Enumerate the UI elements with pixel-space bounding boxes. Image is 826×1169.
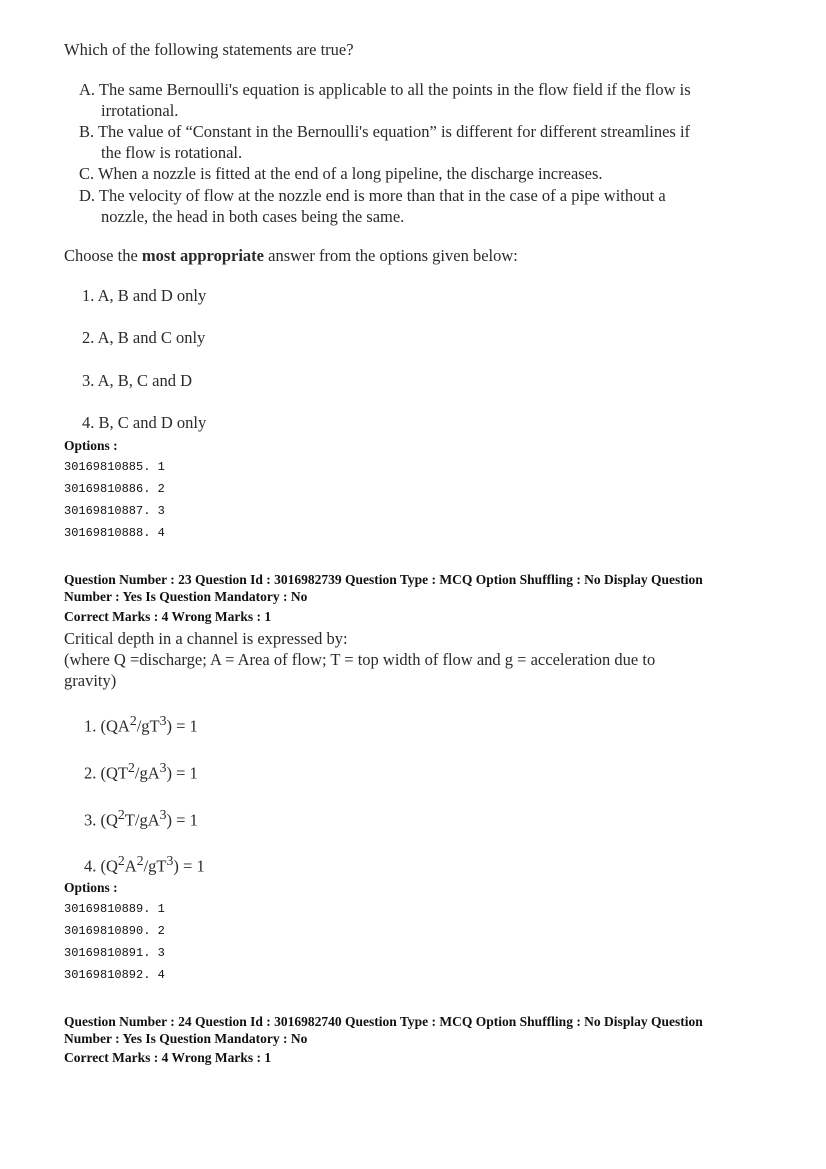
q23-option-id-4: 30169810892. 4	[64, 968, 165, 982]
q22-option-id-1: 30169810885. 1	[64, 460, 165, 474]
q22-answer-2: 2. A, B and C only	[82, 328, 206, 347]
q22-instruction: Choose the most appropriate answer from the options given below:	[64, 246, 518, 265]
q24-meta-line-1: Question Number : 24 Question Id : 3016982740 Question Type : MCQ Option Shuffling : No Display Question	[64, 1014, 703, 1029]
q23-note-line-2: gravity)	[64, 671, 117, 690]
statement-d-cont: nozzle, the head in both cases being the same.	[101, 207, 405, 226]
statement-c: C. When a nozzle is fitted at the end of a long pipeline, the discharge increases.	[79, 164, 603, 183]
q23-stem: Critical depth in a channel is expressed by:	[64, 629, 348, 648]
q24-meta-line-3: Correct Marks : 4 Wrong Marks : 1	[64, 1050, 272, 1065]
q23-answer-1: 1. $(QA^2/gT^3) = 1$	[84, 713, 198, 736]
q23-meta-line-2: Number : Yes Is Question Mandatory : No	[64, 589, 308, 604]
q23-option-id-2: 30169810890. 2	[64, 924, 165, 938]
q23-option-id-1: 30169810889. 1	[64, 902, 165, 916]
q22-answer-3: 3. A, B, C and D	[82, 371, 193, 390]
q24-meta-line-2: Number : Yes Is Question Mandatory : No	[64, 1031, 308, 1046]
q23-answer-4: 4. $(Q^2A^2/gT^3) = 1$	[84, 853, 205, 876]
q23-meta-line-3: Correct Marks : 4 Wrong Marks : 1	[64, 609, 272, 624]
q22-options-label: Options :	[64, 438, 118, 453]
statement-d: D. The velocity of flow at the nozzle end is more than that in the case of a pipe without a	[79, 186, 666, 205]
q22-stem: Which of the following statements are true?	[64, 40, 354, 59]
q23-answer-2: 2. $(QT^2/gA^3) = 1$	[84, 760, 198, 783]
q23-option-id-3: 30169810891. 3	[64, 946, 165, 960]
q23-note-line-1: (where Q =discharge; A = Area of flow; T = top width of flow and g = acceleration due to	[64, 650, 656, 669]
q23-options-label: Options :	[64, 880, 118, 895]
q22-option-id-2: 30169810886. 2	[64, 482, 165, 496]
q22-answer-4: 4. B, C and D only	[82, 413, 207, 432]
statement-a: A. The same Bernoulli's equation is applicable to all the points in the flow field if the flow is	[79, 80, 691, 99]
statement-b-cont: the flow is rotational.	[101, 143, 243, 162]
q22-option-id-4: 30169810888. 4	[64, 526, 165, 540]
statement-a-cont: irrotational.	[101, 101, 179, 120]
q23-answer-3: 3. $(Q^2T/gA^3) = 1$	[84, 807, 198, 830]
q23-meta-line-1: Question Number : 23 Question Id : 3016982739 Question Type : MCQ Option Shuffling : No Display Question	[64, 572, 703, 587]
q22-option-id-3: 30169810887. 3	[64, 504, 165, 518]
q22-answer-1: 1. A, B and D only	[82, 286, 207, 305]
statement-b: B. The value of “Constant in the Bernoulli's equation” is different for different streamlines if	[79, 122, 691, 141]
